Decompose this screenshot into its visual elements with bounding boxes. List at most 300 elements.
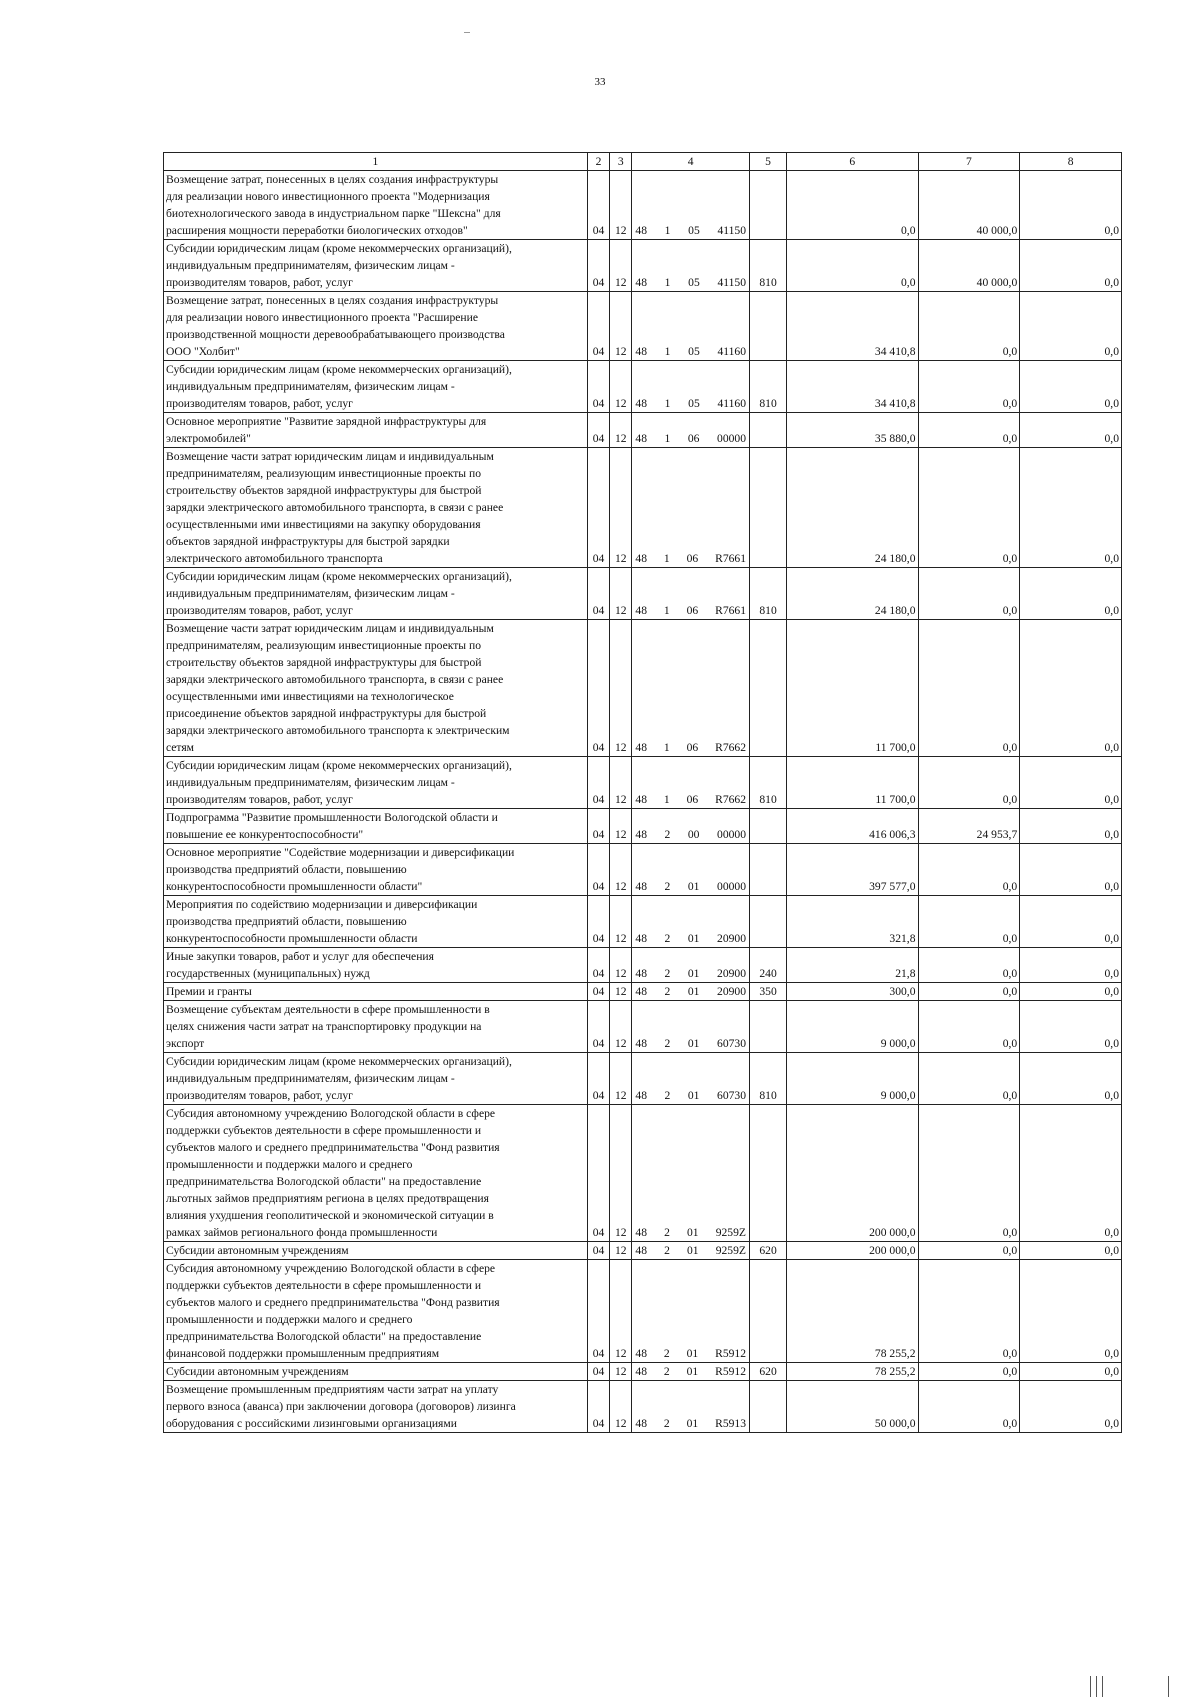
section-code: 04 (587, 292, 609, 361)
header-cell: 4 (632, 153, 750, 171)
amount-col-6: 11 700,0 (787, 757, 918, 809)
code-part: 1 (664, 432, 671, 445)
table-row (164, 171, 1122, 240)
amount-col-8: 0,0 (1020, 1260, 1122, 1363)
expense-type-code: 810 (750, 568, 787, 620)
amount-col-7: 40 000,0 (918, 171, 1020, 240)
code-part: 9259Z (715, 1244, 746, 1257)
code-part: R5913 (715, 1417, 747, 1430)
section-code: 04 (587, 896, 609, 948)
target-article-code-parts (635, 430, 746, 447)
target-article-code-parts (635, 1345, 746, 1362)
amount-col-7: 0,0 (918, 1053, 1020, 1105)
target-article-code (632, 620, 750, 757)
code-part: 01 (687, 1226, 699, 1239)
expense-type-code (750, 413, 787, 448)
target-article-code-parts (635, 791, 746, 808)
subsection-code: 12 (610, 1105, 632, 1242)
code-part: 1 (663, 793, 670, 806)
code-part: 48 (635, 1365, 647, 1378)
amount-col-7: 0,0 (918, 757, 1020, 809)
table-row (164, 620, 1122, 757)
code-part: R7662 (715, 793, 747, 806)
amount-col-8: 0,0 (1020, 1105, 1122, 1242)
row-description: Возмещение затрат, понесенных в целях создания инфраструктуры для реализации нового инвестиционного проекта "Расширение производственной мощности деревообрабатывающего производства ООО "Холбит" (164, 292, 588, 361)
section-code: 04 (587, 1260, 609, 1363)
scan-artifact (464, 32, 470, 33)
amount-col-6: 35 880,0 (787, 413, 918, 448)
code-part: R7662 (715, 741, 747, 754)
target-article-code-parts (635, 395, 746, 412)
table-row (164, 568, 1122, 620)
code-part: 01 (686, 1365, 699, 1378)
target-article-code (632, 1105, 750, 1242)
amount-col-6: 78 255,2 (787, 1363, 918, 1381)
code-part: 1 (663, 552, 670, 565)
subsection-code: 12 (610, 448, 632, 568)
row-description: Возмещение субъектам деятельности в сфере промышленности в целях снижения части затрат на транспортировку продукции на экспорт (164, 1001, 588, 1053)
expense-type-code (750, 171, 787, 240)
page-number: 33 (594, 76, 606, 88)
table-row (164, 292, 1122, 361)
amount-col-6: 200 000,0 (787, 1105, 918, 1242)
target-article-code (632, 1260, 750, 1363)
table-row (164, 983, 1122, 1001)
target-article-code (632, 292, 750, 361)
subsection-code: 12 (610, 757, 632, 809)
expense-type-code: 240 (750, 948, 787, 983)
subsection-code: 12 (610, 844, 632, 896)
amount-col-7: 0,0 (918, 1001, 1020, 1053)
subsection-code: 12 (610, 292, 632, 361)
target-article-code (632, 757, 750, 809)
expense-type-code: 810 (750, 361, 787, 413)
amount-col-8: 0,0 (1020, 171, 1122, 240)
amount-col-6: 0,0 (787, 240, 918, 292)
target-article-code (632, 171, 750, 240)
expense-type-code (750, 292, 787, 361)
code-part: R5912 (715, 1347, 747, 1360)
code-part: 48 (635, 276, 647, 289)
row-description: Основное мероприятие "Развитие зарядной инфраструктуры для электромобилей" (164, 413, 588, 448)
table-row (164, 240, 1122, 292)
code-part: 1 (663, 741, 670, 754)
amount-col-6: 397 577,0 (787, 844, 918, 896)
code-part: 48 (635, 345, 647, 358)
code-part: 2 (664, 1037, 671, 1050)
target-article-code-parts (635, 343, 746, 360)
table-body (164, 171, 1122, 1433)
amount-col-8: 0,0 (1020, 1001, 1122, 1053)
amount-col-8: 0,0 (1020, 1242, 1122, 1260)
code-part: 2 (664, 1089, 671, 1102)
expense-type-code: 810 (750, 757, 787, 809)
target-article-code-parts (635, 1363, 746, 1380)
code-part: 1 (664, 397, 671, 410)
target-article-code-parts (635, 222, 746, 239)
code-part: 1 (663, 604, 670, 617)
code-part: 60730 (717, 1089, 746, 1102)
section-code: 04 (587, 948, 609, 983)
section-code: 04 (587, 620, 609, 757)
amount-col-8: 0,0 (1020, 1363, 1122, 1381)
row-description: Возмещение части затрат юридическим лицам и индивидуальным предпринимателям, реализующим инвестиционные проекты по строительству объектов зарядной инфраструктуры для быстрой зарядки электрического автомобильного транспорта, в связи с ранее осуществленными ими инвестициями на закупку оборудования объектов зарядной инфраструктуры для быстрой зарядки электрического автомобильного транспорта (164, 448, 588, 568)
section-code: 04 (587, 1363, 609, 1381)
code-part: 48 (635, 1347, 647, 1360)
subsection-code: 12 (610, 1363, 632, 1381)
code-part: 1 (664, 224, 671, 237)
amount-col-7: 0,0 (918, 1105, 1020, 1242)
table-row (164, 1053, 1122, 1105)
subsection-code: 12 (610, 983, 632, 1001)
target-article-code-parts (635, 826, 746, 843)
code-part: 00000 (717, 432, 746, 445)
row-description: Возмещение затрат, понесенных в целях создания инфраструктуры для реализации нового инвестиционного проекта "Модернизация биотехнологического завода в индустриальном парке "Шексна" для расширения мощности переработки биологических отходов" (164, 171, 588, 240)
amount-col-8: 0,0 (1020, 948, 1122, 983)
code-part: 00000 (717, 880, 746, 893)
header-row (164, 153, 1122, 171)
code-part: 48 (635, 985, 647, 998)
code-part: 2 (663, 1347, 670, 1360)
section-code: 04 (587, 844, 609, 896)
target-article-code-parts (635, 1035, 746, 1052)
table-row (164, 1242, 1122, 1260)
target-article-code (632, 809, 750, 844)
code-part: 48 (635, 828, 647, 841)
subsection-code: 12 (610, 809, 632, 844)
amount-col-8: 0,0 (1020, 568, 1122, 620)
code-part: 2 (664, 967, 671, 980)
expense-type-code (750, 1001, 787, 1053)
target-article-code-parts (635, 739, 746, 756)
code-part: 20900 (717, 967, 746, 980)
expense-type-code (750, 896, 787, 948)
row-description: Субсидии юридическим лицам (кроме некоммерческих организаций), индивидуальным предпринимателям, физическим лицам - производителям товаров, работ, услуг (164, 568, 588, 620)
amount-col-8: 0,0 (1020, 448, 1122, 568)
code-part: 48 (635, 967, 647, 980)
section-code: 04 (587, 240, 609, 292)
budget-table (163, 152, 1122, 1433)
header-cell: 8 (1020, 153, 1122, 171)
section-code: 04 (587, 1381, 609, 1433)
amount-col-7: 0,0 (918, 448, 1020, 568)
code-part: 01 (687, 1089, 700, 1102)
code-part: 06 (686, 552, 699, 565)
target-article-code (632, 896, 750, 948)
table-row (164, 1001, 1122, 1053)
amount-col-7: 0,0 (918, 1363, 1020, 1381)
code-part: 48 (635, 741, 647, 754)
amount-col-7: 0,0 (918, 568, 1020, 620)
target-article-code-parts (635, 274, 746, 291)
target-article-code (632, 1381, 750, 1433)
code-part: 48 (635, 604, 647, 617)
table-row (164, 948, 1122, 983)
code-part: 01 (686, 1417, 699, 1430)
amount-col-8: 0,0 (1020, 844, 1122, 896)
amount-col-8: 0,0 (1020, 983, 1122, 1001)
code-part: 48 (635, 397, 647, 410)
code-part: 05 (688, 345, 700, 358)
row-description: Подпрограмма "Развитие промышленности Вологодской области и повышение ее конкурентоспособности" (164, 809, 588, 844)
amount-col-8: 0,0 (1020, 1381, 1122, 1433)
amount-col-7: 0,0 (918, 983, 1020, 1001)
section-code: 04 (587, 568, 609, 620)
code-part: 48 (635, 1417, 647, 1430)
header-cell: 7 (918, 153, 1020, 171)
code-part: 48 (635, 224, 647, 237)
code-part: 2 (663, 1417, 670, 1430)
code-part: 01 (687, 967, 700, 980)
subsection-code: 12 (610, 568, 632, 620)
code-part: 48 (635, 1089, 647, 1102)
row-description: Возмещение промышленным предприятиям части затрат на уплату первого взноса (аванса) при заключении договора (договоров) лизинга оборудования с российскими лизинговыми организациями (164, 1381, 588, 1433)
header-cell: 5 (750, 153, 787, 171)
code-part: 05 (688, 276, 700, 289)
amount-col-6: 416 006,3 (787, 809, 918, 844)
row-description: Субсидии юридическим лицам (кроме некоммерческих организаций), индивидуальным предпринимателям, физическим лицам - производителям товаров, работ, услуг (164, 361, 588, 413)
amount-col-7: 24 953,7 (918, 809, 1020, 844)
expense-type-code (750, 1105, 787, 1242)
code-part: 06 (686, 793, 699, 806)
row-description: Премии и гранты (164, 983, 588, 1001)
table-row (164, 896, 1122, 948)
code-part: 60730 (717, 1037, 746, 1050)
amount-col-8: 0,0 (1020, 896, 1122, 948)
code-part: 2 (664, 880, 671, 893)
target-article-code (632, 983, 750, 1001)
table-row (164, 413, 1122, 448)
amount-col-6: 0,0 (787, 171, 918, 240)
target-article-code (632, 1001, 750, 1053)
expense-type-code (750, 844, 787, 896)
code-part: 2 (664, 932, 671, 945)
amount-col-6: 34 410,8 (787, 361, 918, 413)
code-part: 06 (687, 432, 700, 445)
section-code: 04 (587, 1001, 609, 1053)
amount-col-7: 0,0 (918, 292, 1020, 361)
header-cell: 6 (787, 153, 918, 171)
amount-col-8: 0,0 (1020, 240, 1122, 292)
amount-col-6: 200 000,0 (787, 1242, 918, 1260)
row-description: Субсидии юридическим лицам (кроме некоммерческих организаций), индивидуальным предпринимателям, физическим лицам - производителям товаров, работ, услуг (164, 1053, 588, 1105)
scan-artifact (1090, 1676, 1200, 1697)
subsection-code: 12 (610, 1260, 632, 1363)
amount-col-6: 24 180,0 (787, 568, 918, 620)
target-article-code (632, 948, 750, 983)
section-code: 04 (587, 1105, 609, 1242)
target-article-code (632, 568, 750, 620)
amount-col-8: 0,0 (1020, 292, 1122, 361)
code-part: 1 (664, 276, 671, 289)
code-part: 41160 (717, 397, 746, 410)
subsection-code: 12 (610, 240, 632, 292)
amount-col-7: 0,0 (918, 361, 1020, 413)
target-article-code-parts (635, 550, 746, 567)
code-part: 48 (635, 880, 647, 893)
row-description: Субсидия автономному учреждению Вологодской области в сфере поддержки субъектов деятельности в сфере промышленности и субъектов малого и среднего предпринимательства "Фонд развития промышленности и поддержки малого и среднего предпринимательства Вологодской области" на предоставление финансовой поддержки промышленным предприятиям (164, 1260, 588, 1363)
code-part: 48 (635, 793, 647, 806)
table-row (164, 448, 1122, 568)
subsection-code: 12 (610, 896, 632, 948)
code-part: R7661 (715, 604, 747, 617)
row-description: Возмещение части затрат юридическим лицам и индивидуальным предпринимателям, реализующим инвестиционные проекты по строительству объектов зарядной инфраструктуры для быстрой зарядки электрического автомобильного транспорта, в связи с ранее осуществленными ими инвестициями на технологическое присоединение объектов зарядной инфраструктуры для быстрой зарядки электрического автомобильного транспорта к электрическим сетям (164, 620, 588, 757)
amount-col-8: 0,0 (1020, 757, 1122, 809)
code-part: R7661 (715, 552, 747, 565)
section-code: 04 (587, 809, 609, 844)
row-description: Субсидии автономным учреждениям (164, 1363, 588, 1381)
code-part: 48 (635, 1037, 647, 1050)
code-part: 1 (664, 345, 671, 358)
target-article-code (632, 1053, 750, 1105)
code-part: 48 (635, 552, 647, 565)
code-part: 2 (664, 1244, 670, 1257)
section-code: 04 (587, 413, 609, 448)
expense-type-code (750, 448, 787, 568)
code-part: 05 (688, 224, 700, 237)
target-article-code-parts (635, 965, 746, 982)
code-part: R5912 (715, 1365, 747, 1378)
section-code: 04 (587, 361, 609, 413)
header-cell: 3 (610, 153, 632, 171)
section-code: 04 (587, 1053, 609, 1105)
subsection-code: 12 (610, 413, 632, 448)
expense-type-code (750, 1260, 787, 1363)
row-description: Иные закупки товаров, работ и услуг для обеспечения государственных (муниципальных) нужд (164, 948, 588, 983)
expense-type-code: 620 (750, 1242, 787, 1260)
target-article-code-parts (635, 602, 746, 619)
table-row (164, 844, 1122, 896)
table-row (164, 361, 1122, 413)
header-cell: 1 (164, 153, 588, 171)
target-article-code (632, 844, 750, 896)
amount-col-6: 9 000,0 (787, 1001, 918, 1053)
row-description: Субсидии юридическим лицам (кроме некоммерческих организаций), индивидуальным предпринимателям, физическим лицам - производителям товаров, работ, услуг (164, 757, 588, 809)
code-part: 01 (687, 880, 700, 893)
code-part: 41150 (717, 224, 746, 237)
subsection-code: 12 (610, 361, 632, 413)
expense-type-code: 620 (750, 1363, 787, 1381)
table-row (164, 1381, 1122, 1433)
table-row (164, 757, 1122, 809)
amount-col-6: 50 000,0 (787, 1381, 918, 1433)
section-code: 04 (587, 171, 609, 240)
code-part: 05 (688, 397, 700, 410)
amount-col-6: 321,8 (787, 896, 918, 948)
amount-col-8: 0,0 (1020, 1053, 1122, 1105)
code-part: 01 (687, 1037, 700, 1050)
expense-type-code: 810 (750, 1053, 787, 1105)
section-code: 04 (587, 757, 609, 809)
subsection-code: 12 (610, 171, 632, 240)
amount-col-7: 0,0 (918, 948, 1020, 983)
code-part: 00000 (717, 828, 746, 841)
subsection-code: 12 (610, 620, 632, 757)
amount-col-7: 0,0 (918, 1242, 1020, 1260)
section-code: 04 (587, 983, 609, 1001)
amount-col-6: 21,8 (787, 948, 918, 983)
code-part: 01 (687, 985, 700, 998)
code-part: 2 (664, 985, 671, 998)
target-article-code (632, 448, 750, 568)
code-part: 01 (687, 932, 700, 945)
code-part: 48 (635, 1244, 647, 1257)
table-row (164, 809, 1122, 844)
subsection-code: 12 (610, 1053, 632, 1105)
code-part: 2 (663, 1365, 670, 1378)
amount-col-7: 40 000,0 (918, 240, 1020, 292)
row-description: Субсидии автономным учреждениям (164, 1242, 588, 1260)
table-row (164, 1105, 1122, 1242)
row-description: Субсидия автономному учреждению Вологодской области в сфере поддержки субъектов деятельности в сфере промышленности и субъектов малого и среднего предпринимательства "Фонд развития промышленности и поддержки малого и среднего предпринимательства Вологодской области" на предоставление льготных займов предприятиям региона в целях предотвращения влияния ухудшения геополитической и экономической ситуации в рамках займов регионального фонда промышленности (164, 1105, 588, 1242)
amount-col-8: 0,0 (1020, 809, 1122, 844)
amount-col-8: 0,0 (1020, 413, 1122, 448)
expense-type-code (750, 1381, 787, 1433)
code-part: 2 (664, 828, 671, 841)
code-part: 20900 (717, 985, 746, 998)
amount-col-8: 0,0 (1020, 361, 1122, 413)
amount-col-8: 0,0 (1020, 620, 1122, 757)
header-cell: 2 (587, 153, 609, 171)
code-part: 20900 (717, 932, 746, 945)
amount-col-6: 34 410,8 (787, 292, 918, 361)
target-article-code (632, 413, 750, 448)
amount-col-7: 0,0 (918, 620, 1020, 757)
amount-col-7: 0,0 (918, 1381, 1020, 1433)
amount-col-7: 0,0 (918, 896, 1020, 948)
amount-col-6: 300,0 (787, 983, 918, 1001)
target-article-code (632, 361, 750, 413)
code-part: 41160 (717, 345, 746, 358)
code-part: 48 (635, 432, 647, 445)
target-article-code-parts (635, 1242, 746, 1259)
target-article-code (632, 240, 750, 292)
table-row (164, 1260, 1122, 1363)
amount-col-6: 24 180,0 (787, 448, 918, 568)
amount-col-7: 0,0 (918, 844, 1020, 896)
section-code: 04 (587, 1242, 609, 1260)
target-article-code (632, 1242, 750, 1260)
amount-col-6: 9 000,0 (787, 1053, 918, 1105)
code-part: 06 (686, 604, 699, 617)
section-code: 04 (587, 448, 609, 568)
code-part: 01 (686, 1347, 699, 1360)
expense-type-code: 810 (750, 240, 787, 292)
row-description: Субсидии юридическим лицам (кроме некоммерческих организаций), индивидуальным предпринимателям, физическим лицам - производителям товаров, работ, услуг (164, 240, 588, 292)
row-description: Основное мероприятие "Содействие модернизации и диверсификации производства предприятий области, повышению конкурентоспособности промышленности области" (164, 844, 588, 896)
code-part: 9259Z (715, 1226, 746, 1239)
expense-type-code: 350 (750, 983, 787, 1001)
target-article-code-parts (635, 1415, 746, 1432)
code-part: 00 (687, 828, 700, 841)
target-article-code-parts (635, 983, 746, 1000)
code-part: 48 (635, 1226, 647, 1239)
target-article-code-parts (635, 930, 746, 947)
amount-col-6: 11 700,0 (787, 620, 918, 757)
subsection-code: 12 (610, 1001, 632, 1053)
amount-col-7: 0,0 (918, 1260, 1020, 1363)
code-part: 2 (664, 1226, 670, 1239)
row-description: Мероприятия по содействию модернизации и диверсификации производства предприятий области, повышению конкурентоспособности промышленности области (164, 896, 588, 948)
target-article-code-parts (635, 1087, 746, 1104)
table-row (164, 1363, 1122, 1381)
subsection-code: 12 (610, 948, 632, 983)
amount-col-6: 78 255,2 (787, 1260, 918, 1363)
subsection-code: 12 (610, 1242, 632, 1260)
amount-col-7: 0,0 (918, 413, 1020, 448)
code-part: 01 (687, 1244, 699, 1257)
target-article-code-parts (635, 1224, 746, 1241)
